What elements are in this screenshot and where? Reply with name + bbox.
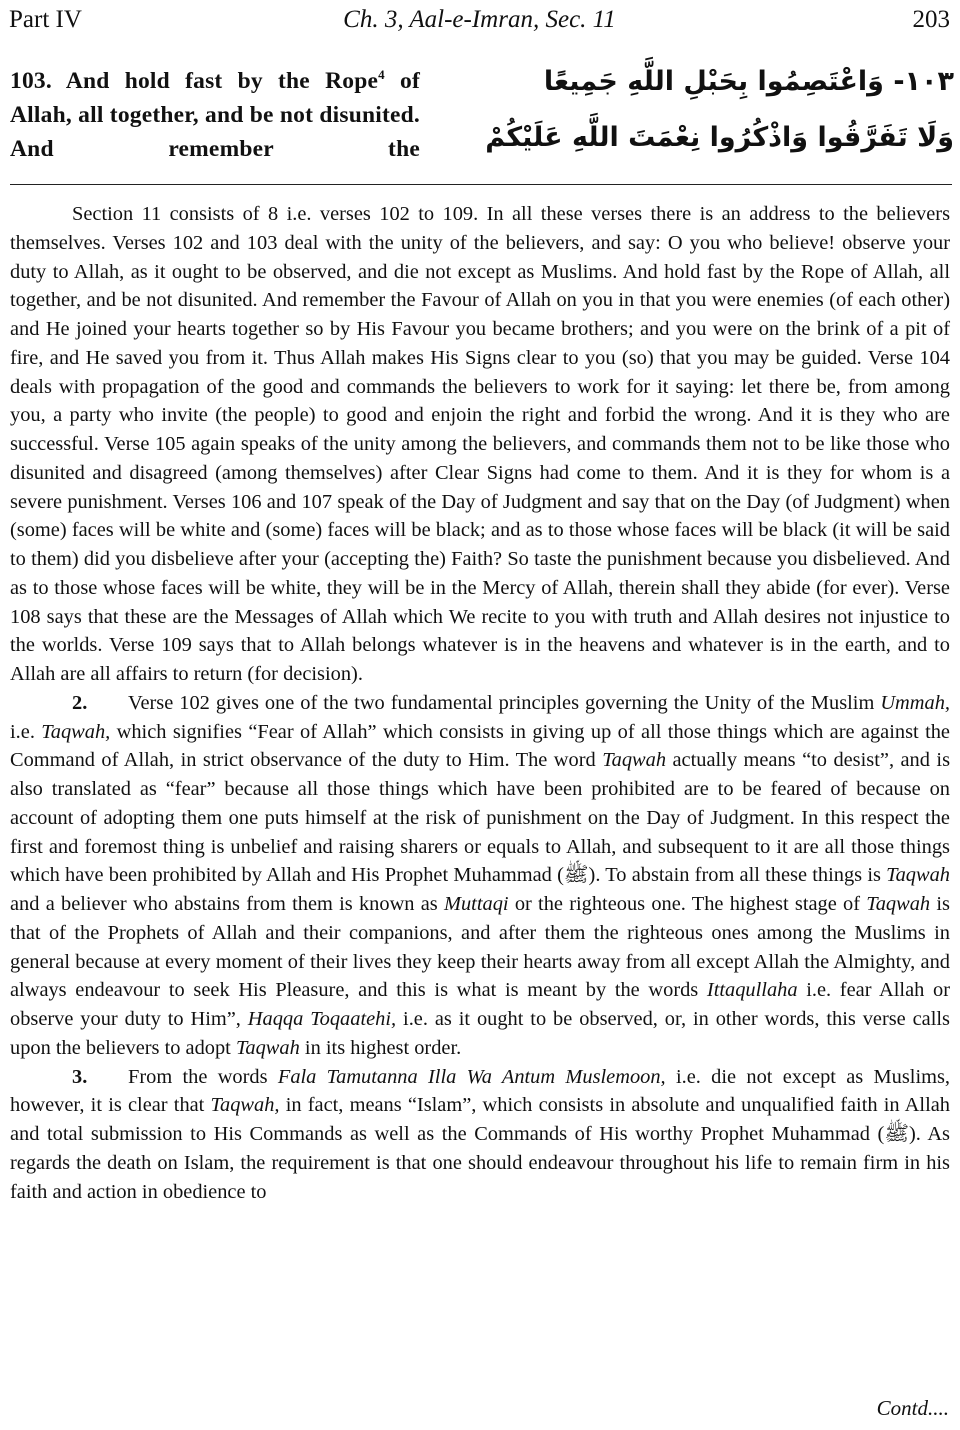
commentary-paragraph-2: 2. Verse 102 gives one of the two fundamental principles governing the Unity of the Muslim Ummah, i.e. Taqwah, which signifies “Fear of Allah” which consists in giving up of all those things which are against the Command of Allah, in strict observance of the duty to Him. The word Taqwah actually means “to desist”, and is also translated as “fear” because all those things which have been prohibited are to be feared of because on account of adopting them one puts himself at the risk of punishment on the Day of Judgment. In this respect the first and foremost thing is unbelief and raising sharers or equals to Allah, and subsequent to it are all those things which have been prohibited by Allah and His Prophet Muhammad (ﷺ). To abstain from all these things is Taqwah and a believer who abstains from them is known as Muttaqi or the righteous one. The highest stage of Taqwah is that of the Prophets of Allah and their companions, and after them the righteous ones among the Muslims in general because at every moment of their lives they keep their hearts away from all except Allah the Almighty, and always endeavour to seek His Pleasure, and this is what is meant by the words Ittaqullaha i.e. fear Allah or observe your duty to Him”, Haqqa Toqaatehi, i.e. as it ought to be observed, or, in other words, this verse calls upon the believers to adopt Taqwah in its highest order. (10, 689, 950, 1063)
arabic-line: ١٠٣- وَاعْتَصِمُوا بِحَبْلِ اللَّهِ جَمِيعًا (543, 66, 954, 97)
italic-term: Taqwah, (210, 1094, 280, 1117)
italic-term: Ittaqullaha (706, 979, 798, 1002)
page-number: 203 (912, 6, 950, 33)
italic-term: Taqwah (866, 893, 931, 915)
paragraph-number: 3. (72, 1065, 88, 1088)
continued-label: Contd.... (876, 1396, 949, 1420)
commentary-body (10, 200, 950, 1206)
chapter-title: Ch. 3, Aal-e-Imran, Sec. 11 (343, 6, 616, 33)
verse-text-continued: of Allah, all together, and be not disunited. And remember the (10, 68, 421, 162)
arabic-line: وَلَا تَفَرَّقُوا وَاذْكُرُوا نِعْمَتَ اللَّهِ عَلَيْكُمْ (485, 122, 954, 153)
part-label: Part IV (9, 6, 82, 33)
italic-term: Taqwah (602, 749, 667, 772)
italic-term: Muttaqi (443, 893, 509, 915)
footnote-reference: 4 (378, 67, 385, 83)
italic-term: Taqwah (886, 864, 950, 887)
italic-term: Taqwah, (41, 720, 111, 743)
commentary-paragraph-1: Section 11 consists of 8 i.e. verses 102 to 109. In all these verses there is an address to the believers themselves. Verses 102 and 103 deal with the unity of the believers, and say: O you who believe! observe your duty to Allah, as it ought to be observed, and die not except as Muslims. And hold fast by the Rope of Allah, all together, and be not disunited. And remember the Favour of Allah on you in that you were enemies (of each other) and He joined your hearts together so by His Favour you became brothers; and you were on the brink of a pit of fire, and He saved you from it. Thus Allah makes His Signs clear to you (so) that you may be guided. Verse 104 deals with propagation of the good and commands the believers to work for it saying: let there be, from among you, a party who invite (the people) to good and enjoin the right and forbid the wrong. And it is they who are successful. Verse 105 again speaks of the unity among the believers, and commands them not to be like those who disunited and disagreed (among themselves) after Clear Signs had come to them. And it is they for whom is a severe punishment. Verses 106 and 107 speak of the Day of Judgment and say that on the Day (of Judgment) when (some) faces will be white and (some) faces will be black; and as to those whose faces will be black (it will be said to them) did you disbelieve after your (accepting the) Faith? So taste the punishment because you disbelieved. And as to those whose faces will be white, they will be in the Mercy of Allah, therein shall they abide (for ever). Verse 108 says that these are the Messages of Allah which We recite to you with truth and Allah desires not injustice to the worlds. Verse 109 says that to Allah belongs whatever is in the heavens and whatever is in the earth, and to Allah are all affairs to return (for decision). (10, 203, 950, 685)
verse-number: 103. (10, 68, 52, 94)
italic-term: Taqwah (235, 1036, 300, 1059)
divider-rule (10, 184, 952, 185)
arabic-verse (485, 54, 954, 166)
paragraph-number: 2. (72, 691, 88, 714)
italic-term: Ummah, (880, 691, 950, 714)
verse-translation (10, 64, 420, 166)
italic-term: Fala Tamutanna Illa Wa Antum Muslemoon, (277, 1065, 666, 1088)
italic-term: Haqqa Toqaatehi, (247, 1008, 397, 1030)
running-header (9, 4, 950, 38)
verse-text: And hold fast by the Rope (65, 68, 379, 94)
commentary-paragraph-3: 3. From the words Fala Tamutanna Illa Wa Antum Muslemoon, i.e. die not except as Muslims, however, it is clear that Taqwah, in fact, means “Islam”, which consists in absolute and unqualified faith in Allah and total submission to His Commands as well as the Commands of His worthy Prophet Muhammad (ﷺ). As regards the death on Islam, the requirement is that one should endeavour throughout his life to remain firm in his faith and action in obedience to (10, 1063, 950, 1207)
